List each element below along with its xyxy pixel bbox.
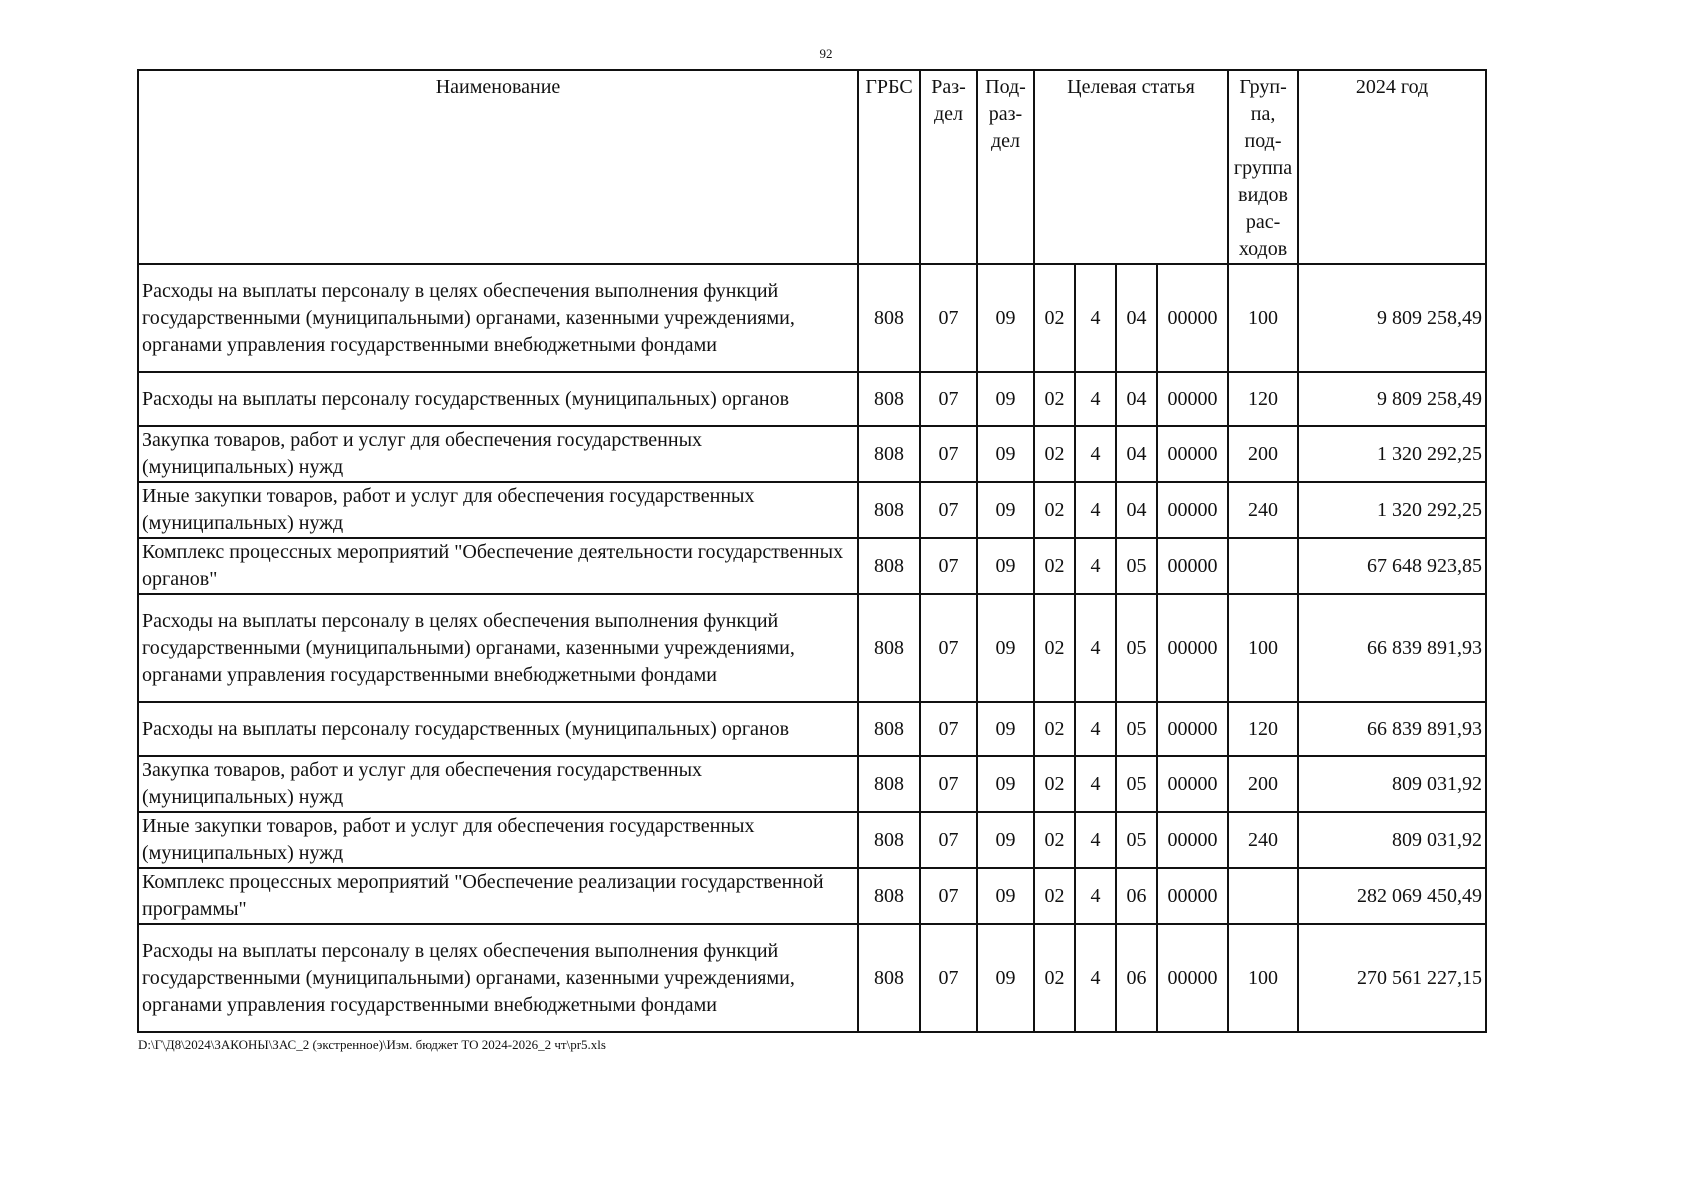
cell-target-complex: 05 [1116,538,1157,594]
cell-expense-group [1228,868,1298,924]
cell-expense-group: 240 [1228,482,1298,538]
cell-expense-group: 100 [1228,594,1298,702]
cell-target-complex: 06 [1116,924,1157,1032]
cell-amount-2024: 809 031,92 [1298,756,1486,812]
cell-razdel: 07 [920,482,977,538]
cell-podrazdel: 09 [977,372,1034,426]
cell-expense-group: 120 [1228,372,1298,426]
cell-razdel: 07 [920,812,977,868]
cell-razdel: 07 [920,594,977,702]
cell-target-type: 4 [1075,924,1116,1032]
cell-amount-2024: 67 648 923,85 [1298,538,1486,594]
page-number: 92 [819,46,833,61]
cell-podrazdel: 09 [977,426,1034,482]
cell-target-direction: 00000 [1157,756,1228,812]
cell-target-complex: 05 [1116,812,1157,868]
cell-grbs: 808 [858,426,920,482]
row-name: Расходы на выплаты персоналу государственных (муниципальных) органов [138,702,858,756]
row-name: Комплекс процессных мероприятий "Обеспечение реализации государственной программы" [138,868,858,924]
table-row [138,924,1486,1032]
cell-podrazdel: 09 [977,482,1034,538]
row-name: Иные закупки товаров, работ и услуг для обеспечения государственных (муниципальных) нужд [138,812,858,868]
cell-target-type: 4 [1075,482,1116,538]
table-row [138,756,1486,812]
cell-expense-group: 100 [1228,264,1298,372]
cell-expense-group: 100 [1228,924,1298,1032]
row-name: Иные закупки товаров, работ и услуг для обеспечения государственных (муниципальных) нужд [138,482,858,538]
cell-target-type: 4 [1075,538,1116,594]
table-row [138,868,1486,924]
cell-expense-group: 240 [1228,812,1298,868]
cell-podrazdel: 09 [977,264,1034,372]
table-row [138,812,1486,868]
cell-amount-2024: 270 561 227,15 [1298,924,1486,1032]
cell-grbs: 808 [858,482,920,538]
cell-target-type: 4 [1075,702,1116,756]
cell-razdel: 07 [920,702,977,756]
cell-podrazdel: 09 [977,868,1034,924]
cell-amount-2024: 9 809 258,49 [1298,264,1486,372]
cell-target-complex: 06 [1116,868,1157,924]
cell-grbs: 808 [858,702,920,756]
cell-target-complex: 04 [1116,482,1157,538]
cell-grbs: 808 [858,924,920,1032]
cell-expense-group: 200 [1228,756,1298,812]
cell-target-complex: 05 [1116,594,1157,702]
cell-razdel: 07 [920,372,977,426]
cell-amount-2024: 809 031,92 [1298,812,1486,868]
table-row [138,264,1486,372]
cell-razdel: 07 [920,868,977,924]
cell-razdel: 07 [920,924,977,1032]
cell-grbs: 808 [858,264,920,372]
cell-target-direction: 00000 [1157,924,1228,1032]
cell-target-complex: 04 [1116,372,1157,426]
cell-target-type: 4 [1075,426,1116,482]
cell-target-complex: 05 [1116,702,1157,756]
cell-amount-2024: 1 320 292,25 [1298,482,1486,538]
cell-grbs: 808 [858,868,920,924]
header-grbs: ГРБС [858,70,920,264]
table-row [138,538,1486,594]
cell-razdel: 07 [920,264,977,372]
table-header-row [138,70,1486,264]
cell-grbs: 808 [858,812,920,868]
cell-grbs: 808 [858,756,920,812]
table-row [138,594,1486,702]
cell-target-direction: 00000 [1157,482,1228,538]
footer-file-path: D:\Г\Д8\2024\ЗАКОНЫ\ЗАС_2 (экстренное)\Изм. бюджет ТО 2024-2026_2 чт\pr5.xls [138,1037,606,1052]
header-name: Наименование [138,70,858,264]
cell-target-direction: 00000 [1157,812,1228,868]
cell-podrazdel: 09 [977,538,1034,594]
cell-target-program: 02 [1034,372,1075,426]
cell-target-type: 4 [1075,812,1116,868]
header-podrazdel: Под- раз- дел [977,70,1034,264]
cell-expense-group: 200 [1228,426,1298,482]
cell-podrazdel: 09 [977,812,1034,868]
cell-target-program: 02 [1034,538,1075,594]
cell-target-type: 4 [1075,594,1116,702]
cell-target-program: 02 [1034,868,1075,924]
cell-amount-2024: 1 320 292,25 [1298,426,1486,482]
cell-target-program: 02 [1034,812,1075,868]
row-name: Закупка товаров, работ и услуг для обеспечения государственных (муниципальных) нужд [138,426,858,482]
table-row [138,482,1486,538]
budget-table [137,69,1487,1033]
cell-target-program: 02 [1034,702,1075,756]
cell-target-direction: 00000 [1157,372,1228,426]
header-expense-group: Груп- па, под- группа видов рас- ходов [1228,70,1298,264]
table-row [138,702,1486,756]
cell-target-direction: 00000 [1157,426,1228,482]
cell-podrazdel: 09 [977,756,1034,812]
cell-target-direction: 00000 [1157,702,1228,756]
cell-amount-2024: 66 839 891,93 [1298,702,1486,756]
cell-target-complex: 05 [1116,756,1157,812]
header-razdel: Раз- дел [920,70,977,264]
cell-target-type: 4 [1075,264,1116,372]
row-name: Расходы на выплаты персоналу в целях обеспечения выполнения функций государственными (муниципальными) органами, казенными учреждениями, органами управления государственными внебюджетными фондами [138,264,858,372]
cell-target-program: 02 [1034,482,1075,538]
cell-target-program: 02 [1034,924,1075,1032]
cell-razdel: 07 [920,426,977,482]
cell-target-program: 02 [1034,426,1075,482]
cell-target-program: 02 [1034,264,1075,372]
cell-target-direction: 00000 [1157,594,1228,702]
cell-podrazdel: 09 [977,702,1034,756]
cell-grbs: 808 [858,538,920,594]
row-name: Расходы на выплаты персоналу в целях обеспечения выполнения функций государственными (муниципальными) органами, казенными учреждениями, органами управления государственными внебюджетными фондами [138,924,858,1032]
cell-target-type: 4 [1075,868,1116,924]
cell-expense-group: 120 [1228,702,1298,756]
table-row [138,372,1486,426]
cell-podrazdel: 09 [977,924,1034,1032]
cell-target-type: 4 [1075,756,1116,812]
row-name: Закупка товаров, работ и услуг для обеспечения государственных (муниципальных) нужд [138,756,858,812]
cell-amount-2024: 66 839 891,93 [1298,594,1486,702]
cell-target-complex: 04 [1116,264,1157,372]
row-name: Комплекс процессных мероприятий "Обеспечение деятельности государственных органов" [138,538,858,594]
header-year-2024: 2024 год [1298,70,1486,264]
cell-expense-group [1228,538,1298,594]
cell-razdel: 07 [920,756,977,812]
cell-razdel: 07 [920,538,977,594]
cell-amount-2024: 9 809 258,49 [1298,372,1486,426]
cell-target-direction: 00000 [1157,538,1228,594]
row-name: Расходы на выплаты персоналу государственных (муниципальных) органов [138,372,858,426]
cell-target-direction: 00000 [1157,868,1228,924]
cell-target-program: 02 [1034,756,1075,812]
cell-target-type: 4 [1075,372,1116,426]
cell-podrazdel: 09 [977,594,1034,702]
row-name: Расходы на выплаты персоналу в целях обеспечения выполнения функций государственными (муниципальными) органами, казенными учреждениями, органами управления государственными внебюджетными фондами [138,594,858,702]
cell-amount-2024: 282 069 450,49 [1298,868,1486,924]
cell-grbs: 808 [858,594,920,702]
cell-target-complex: 04 [1116,426,1157,482]
header-target-article: Целевая статья [1034,70,1228,264]
cell-target-program: 02 [1034,594,1075,702]
cell-grbs: 808 [858,372,920,426]
table-row [138,426,1486,482]
cell-target-direction: 00000 [1157,264,1228,372]
